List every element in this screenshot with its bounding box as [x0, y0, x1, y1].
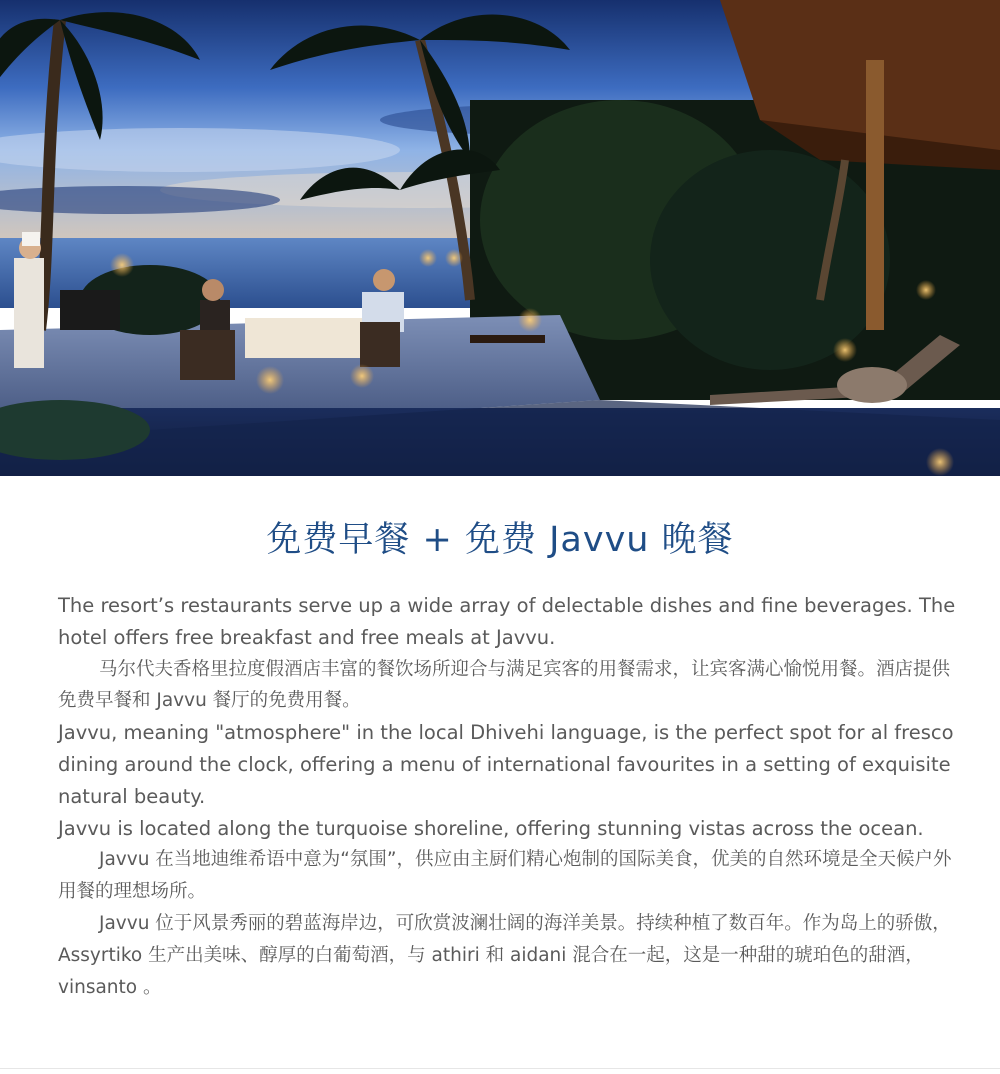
paragraph-cn-restaurants: 马尔代夫香格里拉度假酒店丰富的餐饮场所迎合与满足宾客的用餐需求，让宾客满心愉悦用餐。酒店提供免费早餐和 Javvu 餐厅的免费用餐。 — [58, 658, 951, 712]
paragraph-en-restaurants: The resort’s restaurants serve up a wide array of delectable dishes and fine beverages. The hotel offers free breakfast and free meals at Javvu. — [58, 594, 956, 649]
paragraph-en-javvu-location: Javvu is located along the turquoise shoreline, offering stunning vistas across the ocean. — [58, 816, 924, 840]
hero-photo-beach-dinner — [0, 0, 1000, 476]
section-title: 免费早餐 + 免费 Javvu 晚餐 — [266, 520, 734, 560]
bottom-divider — [0, 1068, 1000, 1069]
description-text — [58, 590, 958, 1003]
paragraph-cn-javvu-location: Javvu 位于风景秀丽的碧蓝海岸边，可欣赏波澜壮阔的海洋美景。持续种植了数百年。作为岛上的骄傲，Assyrtiko 生产出美味、醇厚的白葡萄酒，与 athiri 和 aidani 混合在一起，这是一种甜的琥珀色的甜酒，vinsanto 。 — [58, 912, 951, 998]
paragraph-cn-javvu-meaning: Javvu 在当地迪维希语中意为“氛围”，供应由主厨们精心炮制的国际美食，优美的自然环境是全天候户外用餐的理想场所。 — [58, 849, 952, 903]
paragraph-en-javvu-meaning: Javvu, meaning "atmosphere" in the local Dhivehi language, is the perfect spot for al fresco dining around the clock, offering a menu of international favourites in a setting of exquisite natural beauty. — [58, 721, 954, 808]
